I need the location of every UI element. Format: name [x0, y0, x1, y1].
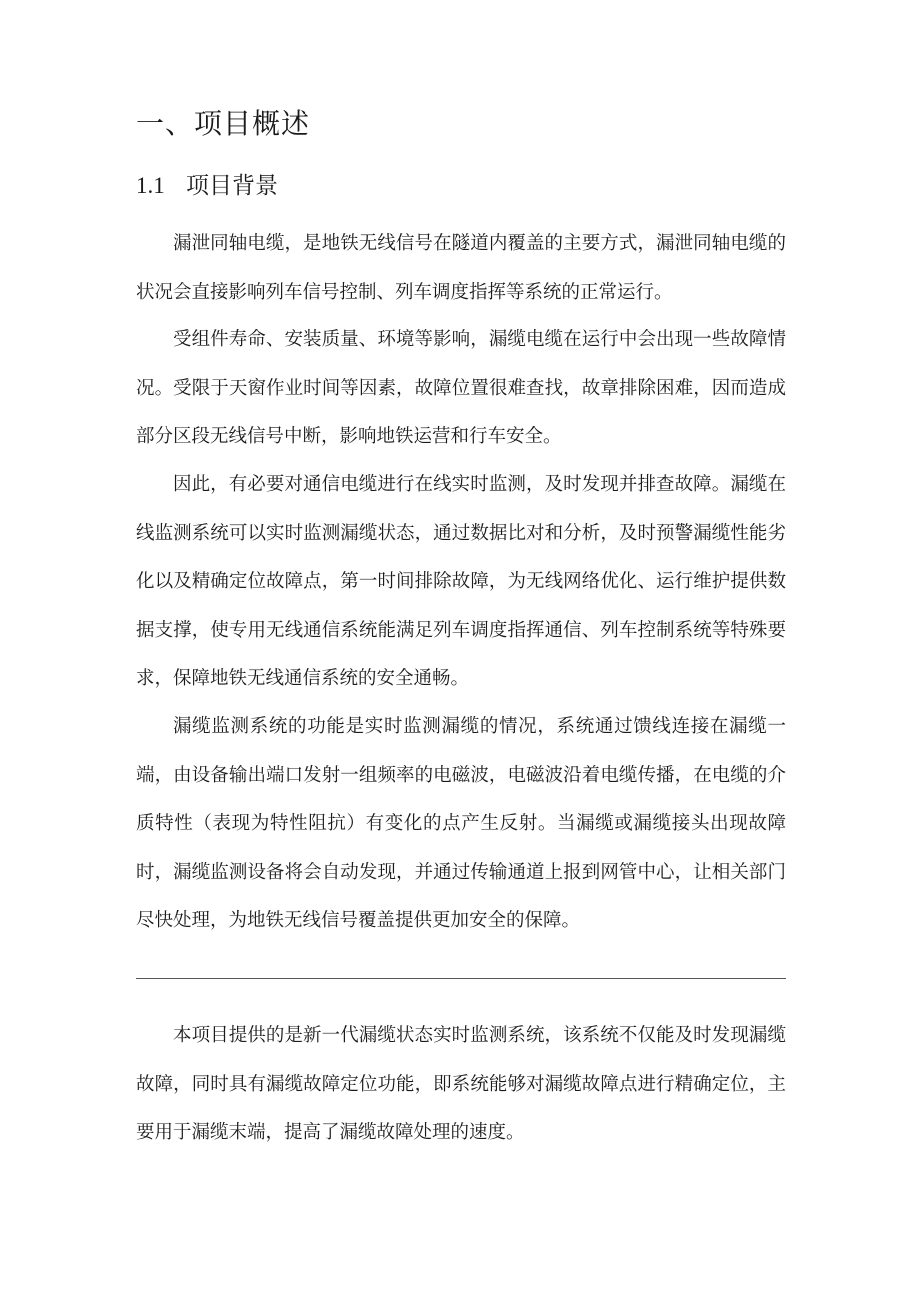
paragraph: 本项目提供的是新一代漏缆状态实时监测系统，该系统不仅能及时发现漏缆故障，同时具有漏缆故障定位功能，即系统能够对漏缆故障点进行精确定位，主要用于漏缆末端，提高了漏缆故障处理的速度。	[136, 1025, 786, 1143]
page-divider	[136, 978, 786, 979]
section-number: 1.1	[136, 173, 165, 198]
section-heading	[136, 168, 278, 204]
paragraph: 漏泄同轴电缆，是地铁无线信号在隧道内覆盖的主要方式，漏泄同轴电缆的状况会直接影响列车信号控制、列车调度指挥等系统的正常运行。	[136, 233, 786, 303]
chapter-heading: 一、项目概述	[136, 107, 311, 140]
section-title: 项目背景	[186, 173, 278, 199]
paragraph: 因此，有必要对通信电缆进行在线实时监测，及时发现并排查故障。漏缆在线监测系统可以实时监测漏缆状态，通过数据比对和分析，及时预警漏缆性能劣化以及精确定位故障点，第一时间排除故障，为无线网络优化、运行维护提供数据支撑，使专用无线通信系统能满足列车调度指挥通信、列车控制系统等特殊要求，保障地铁无线通信系统的安全通畅。	[136, 474, 786, 689]
paragraph: 受组件寿命、安装质量、环境等影响，漏缆电缆在运行中会出现一些故障情况。受限于天窗作业时间等因素，故障位置很难查找，故章排除困难，因而造成部分区段无线信号中断，影响地铁运营和行车安全。	[136, 329, 786, 447]
paragraph: 漏缆监测系统的功能是实时监测漏缆的情况，系统通过馈线连接在漏缆一端，由设备输出端口发射一组频率的电磁波，电磁波沿着电缆传播，在电缆的介质特性（表现为特性阻抗）有变化的点产生反射。当漏缆或漏缆接头出现故障时，漏缆监测设备将会自动发现，并通过传输通道上报到网管中心，让相关部门尽快处理，为地铁无线信号覆盖提供更加安全的保障。	[136, 716, 786, 931]
